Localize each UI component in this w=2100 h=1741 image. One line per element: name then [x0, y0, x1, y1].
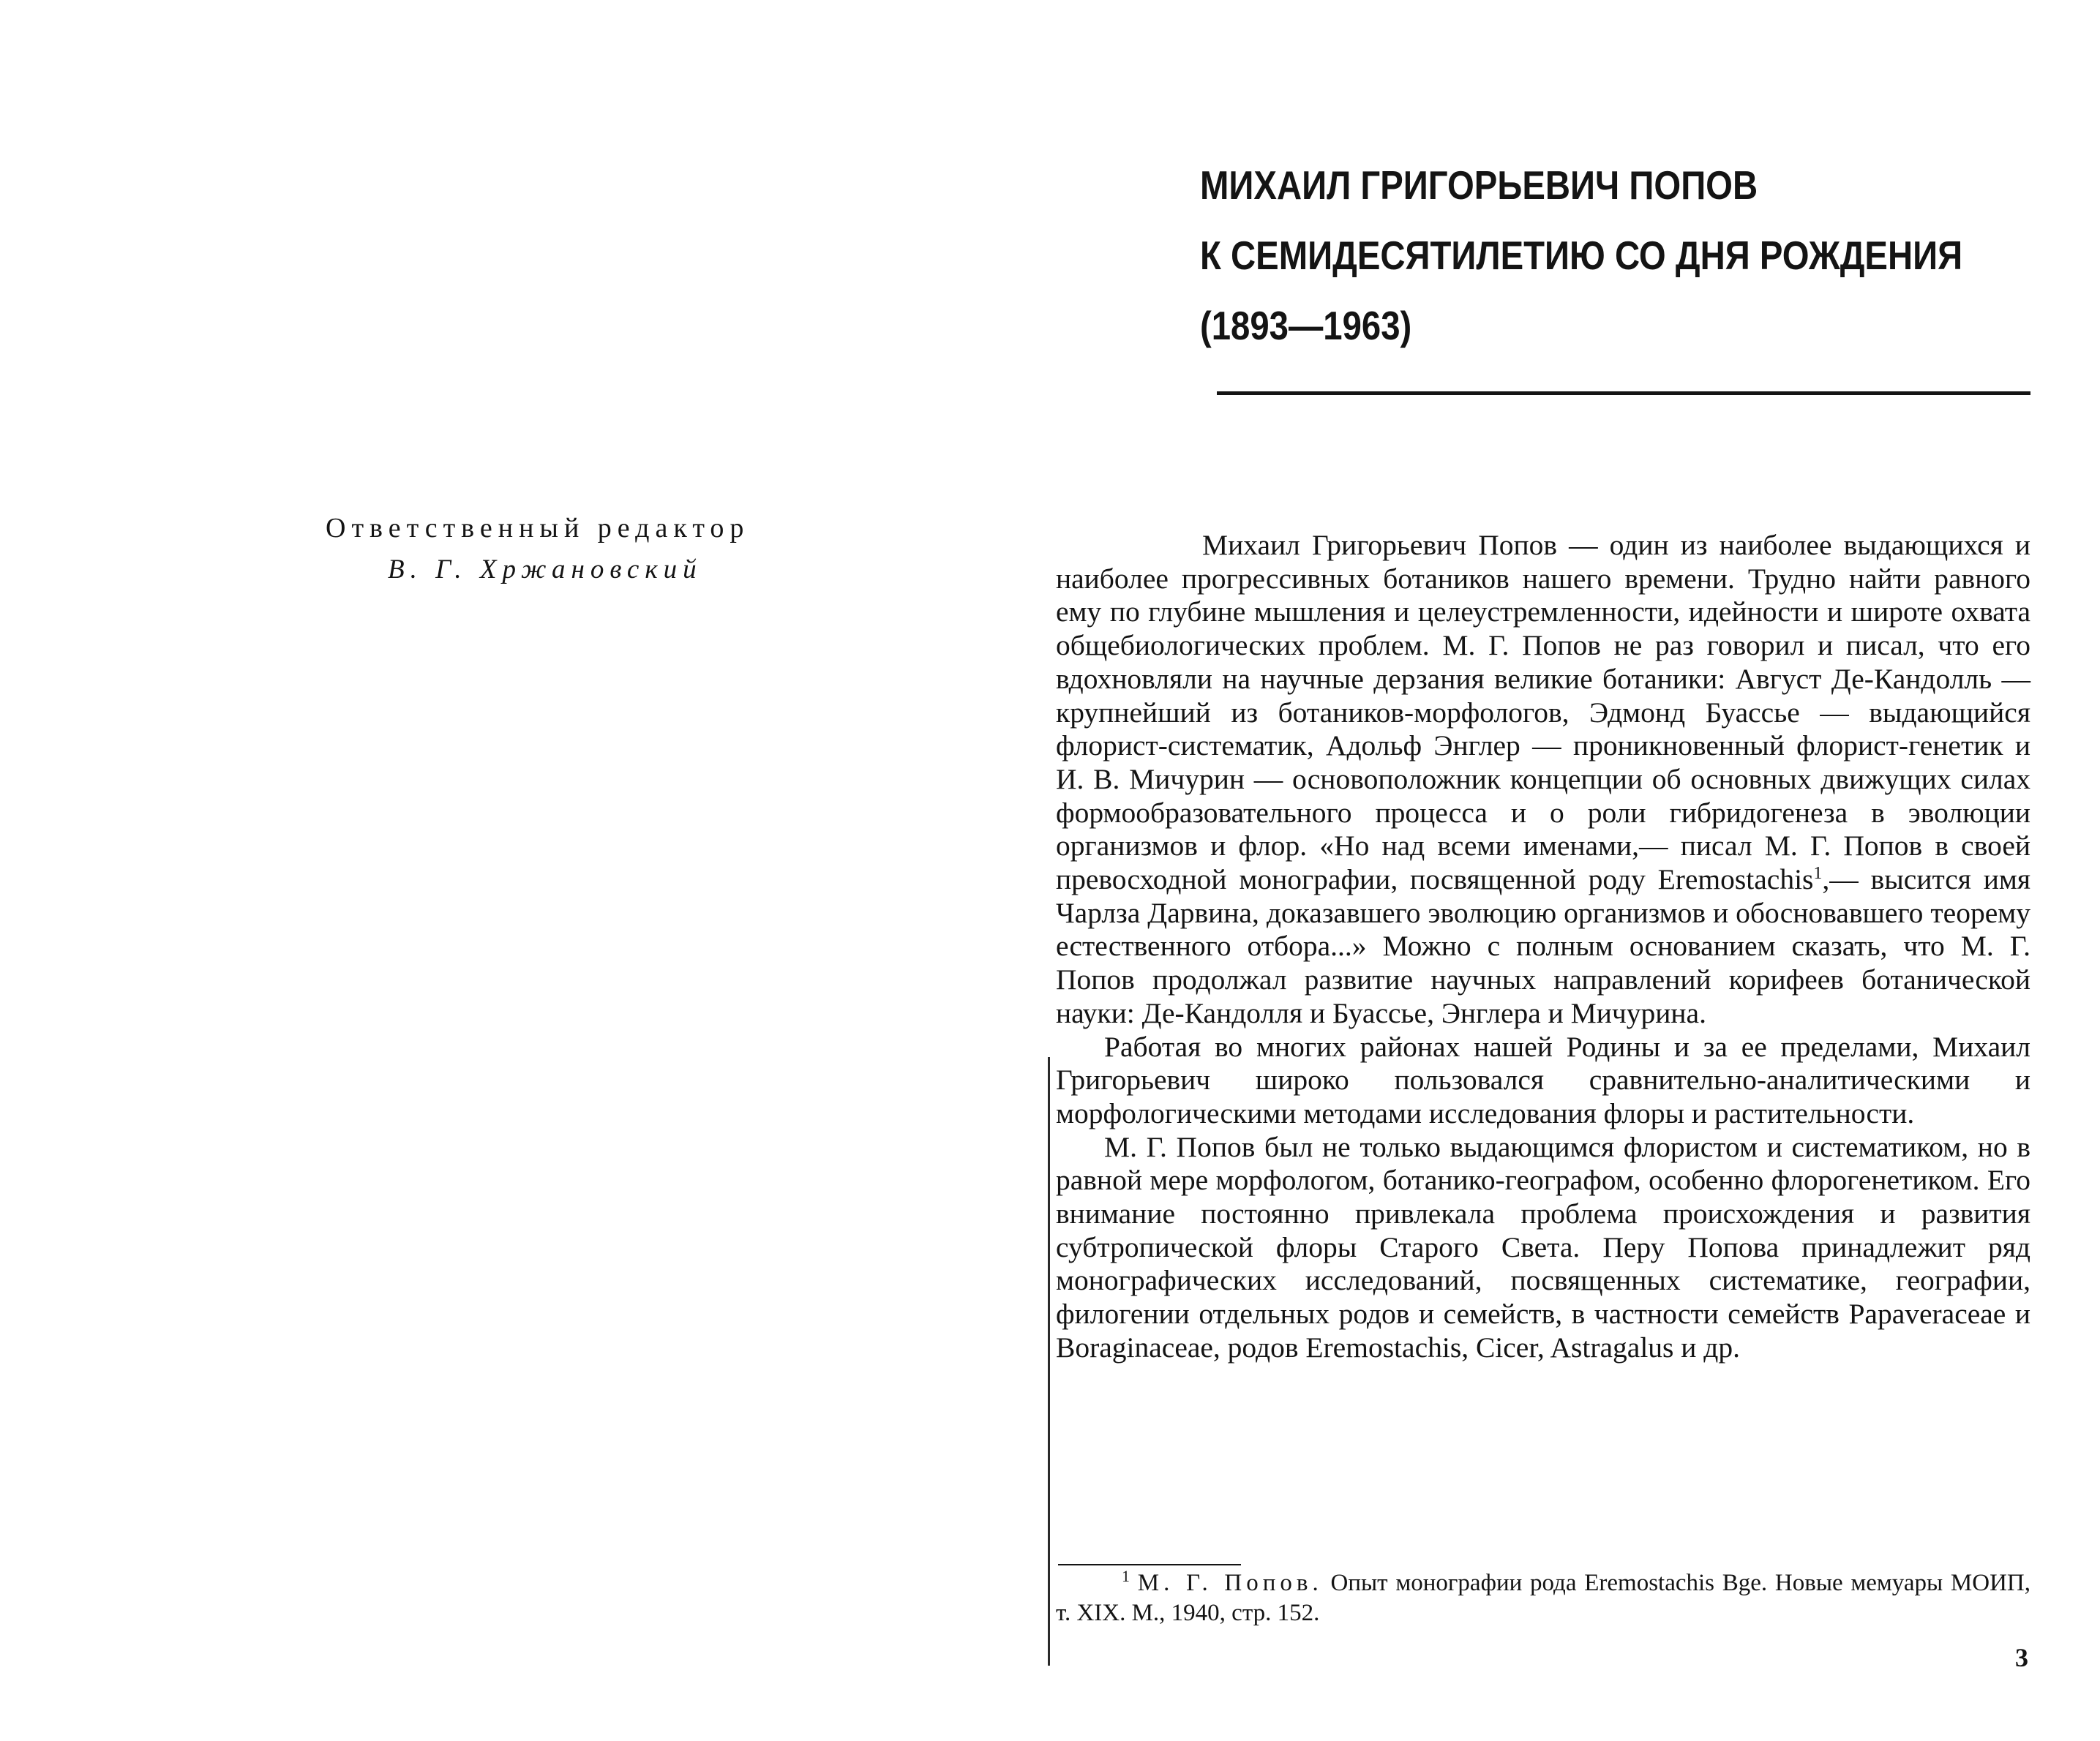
scan-margin-line	[1048, 1057, 1050, 1666]
paragraph: Работая во многих районах нашей Родины и за ее пределами, Михаил Григорьевич широко пользовался сравнительно-аналитическими и морфологическими методами исследования флоры и растительности.	[1056, 1030, 2030, 1129]
editor-name: В. Г. Хржановский	[388, 554, 702, 584]
paragraph: М. Г. Попов был не только выдающимся флористом и систематиком, но в равной мере морфологом, ботанико-географом, особенно флорогенетиком. Его внимание постоянно привлекала проблема происхождения и развития субтропической флоры Старого Света. Перу Попова принадлежит ряд монографических исследований, посвященных систематике, географии, филогении отдельных родов и семейств, в частности семейств Papaveraceae и Boraginaceae, родов Eremostachis, Cicer, Astragalus и др.	[1056, 1130, 2030, 1364]
title-rule	[1217, 391, 2030, 395]
article-title	[1200, 150, 1963, 361]
title-line: К СЕМИДЕСЯТИЛЕТИЮ СО ДНЯ РОЖДЕНИЯ	[1200, 233, 1963, 278]
footnote-text: Опыт монографии рода Eremostachis Bge. Новые мемуары МОИП, т. XIX. М., 1940, стр. 152.	[1056, 1570, 2031, 1626]
footnote-author: М. Г. Попов.	[1137, 1570, 1323, 1596]
title-line: (1893—1963)	[1200, 303, 1412, 348]
footnote-number: 1	[1122, 1567, 1130, 1585]
paragraph-text: ,— высится имя Чарлза Дарвина, доказавшего эволюцию организмов и обосновавшего теорему естественного отбора...» Можно с полным основанием сказать, что М. Г. Попов продолжал развитие научных направлений корифеев ботанической науки: Де-Кандолля и Буассье, Энглера и Мичурина.	[1056, 863, 2031, 1029]
article-body	[1056, 529, 2030, 1365]
page-number: 3	[2015, 1643, 2028, 1672]
footnote-rule	[1058, 1564, 1241, 1565]
paragraph	[1056, 529, 2030, 1031]
editor-role: Ответственный редактор	[326, 513, 750, 544]
footnote	[1056, 1568, 2030, 1628]
paragraph-text: Михаил Григорьевич Попов — один из наиболее выдающихся и наиболее прогрессивных ботаников нашего времени. Трудно найти равного ему по глубине мышления и целеустремленности, идейности и широте охвата общебиологических проблем. М. Г. Попов не раз говорил и писал, что его вдохновляли на научные дерзания великие ботаники: Август Де-Кандолль — крупнейший из ботаников-морфологов, Эдмонд Буассье — выдающийся флорист-систематик, Адольф Энглер — проникновенный флорист-генетик и И. В. Мичурин — основоположник концепции об основных движущих силах формообразовательного процесса и о роли гибридогенеза в эволюции организмов и флор. «Но над всеми именами,— писал М. Г. Попов в своей превосходной монографии, посвященной роду Eremostachis	[1056, 529, 2030, 896]
title-line: МИХАИЛ ГРИГОРЬЕВИЧ ПОПОВ	[1200, 162, 1758, 208]
footnote-reference: 1	[1813, 864, 1823, 884]
